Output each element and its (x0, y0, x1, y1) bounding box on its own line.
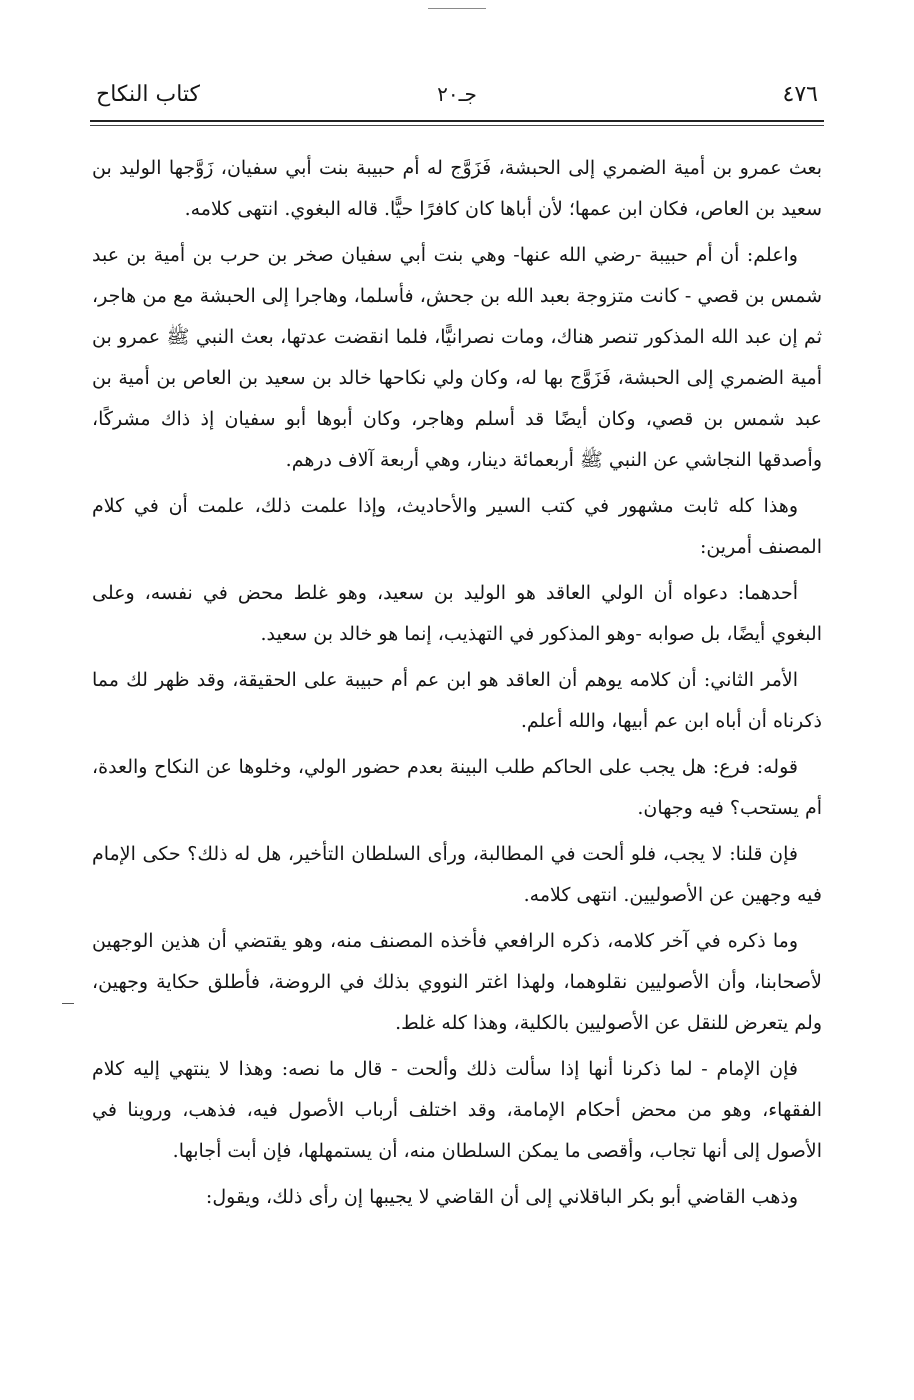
margin-mark (62, 1003, 74, 1004)
paragraph: أحدهما: دعواه أن الولي العاقد هو الوليد بن سعيد، وهو غلط محض في نفسه، وعلى البغوي أيضًا، بل صوابه -وهو المذكور في التهذيب، إنما هو خالد بن سعيد. (92, 582, 822, 645)
page-header (90, 76, 824, 116)
paragraph: واعلم: أن أم حبيبة -رضي الله عنها- وهي بنت أبي سفيان صخر بن حرب بن أمية بن عبد شمس بن قصي - كانت متزوجة بعبد الله بن جحش، فأسلما، وهاجرا إلى الحبشة مع من هاجر، ثم إن عبد الله المذكور تنصر هناك، ومات نصرانيًّا، فلما انقضت عدتها، بعث النبي ﷺ عمرو بن أمية الضمري إلى الحبشة، فَزَوَّج بها له، وكان ولي نكاحها خالد بن سعيد بن العاص بن أمية بن عبد شمس بن قصي، وكان أيضًا قد أسلم وهاجر، وكان أبوها أبو سفيان إذ ذاك مشركًا، وأصدقها النجاشي عن النبي ﷺ أربعمائة دينار، وهي أربعة آلاف درهم. (92, 244, 822, 471)
volume-label: جـ٢٠ (437, 82, 477, 106)
paragraph: فإن قلنا: لا يجب، فلو ألحت في المطالبة، ورأى السلطان التأخير، هل له ذلك؟ حكى الإمام فيه وجهين عن الأصوليين. انتهى كلامه. (92, 843, 822, 906)
page-body (92, 148, 822, 1223)
paragraph: قوله: فرع: هل يجب على الحاكم طلب البينة بعدم حضور الولي، وخلوها عن النكاح والعدة، أم يستحب؟ فيه وجهان. (92, 756, 822, 819)
paragraph: وهذا كله ثابت مشهور في كتب السير والأحاديث، وإذا علمت ذلك، علمت أن في كلام المصنف أمرين: (92, 495, 822, 558)
page-number: ٤٧٦ (782, 82, 818, 107)
paragraph: وذهب القاضي أبو بكر الباقلاني إلى أن القاضي لا يجيبها إن رأى ذلك، ويقول: (205, 1186, 798, 1208)
header-rule (90, 120, 824, 122)
paragraph: وما ذكره في آخر كلامه، ذكره الرافعي فأخذه المصنف منه، وهو يقتضي أن هذين الوجهين لأصحابنا، وأن الأصوليين نقلوهما، ولهذا اغتر النووي بذلك في الروضة، فأطلق حكاية وجهين، ولم يتعرض للنقل عن الأصوليين بالكلية، وهذا كله غلط. (92, 930, 822, 1034)
book-title: كتاب النكاح (96, 82, 201, 107)
header-rule-thin (90, 125, 824, 126)
top-rule-mark (428, 8, 486, 9)
paragraph: فإن الإمام - لما ذكرنا أنها إذا سألت ذلك وألحت - قال ما نصه: وهذا لا ينتهي إليه كلام الفقهاء، وهو من محض أحكام الإمامة، وقد اختلف أرباب الأصول فيه، فذهب، وروينا في الأصول إلى أنها تجاب، وأقصى ما يمكن السلطان منه، أن يستمهلها، فإن أبت أجابها. (92, 1058, 822, 1162)
paragraph: الأمر الثاني: أن كلامه يوهم أن العاقد هو ابن عم أم حبيبة على الحقيقة، وقد ظهر لك مما ذكرناه أن أباه ابن عم أبيها، والله أعلم. (92, 669, 822, 732)
paragraph: بعث عمرو بن أمية الضمري إلى الحبشة، فَزَوَّج له أم حبيبة بنت أبي سفيان، زَوَّجها الوليد بن سعيد بن العاص، فكان ابن عمها؛ لأن أباها كان كافرًا حيًّا. قاله البغوي. انتهى كلامه. (92, 157, 822, 220)
